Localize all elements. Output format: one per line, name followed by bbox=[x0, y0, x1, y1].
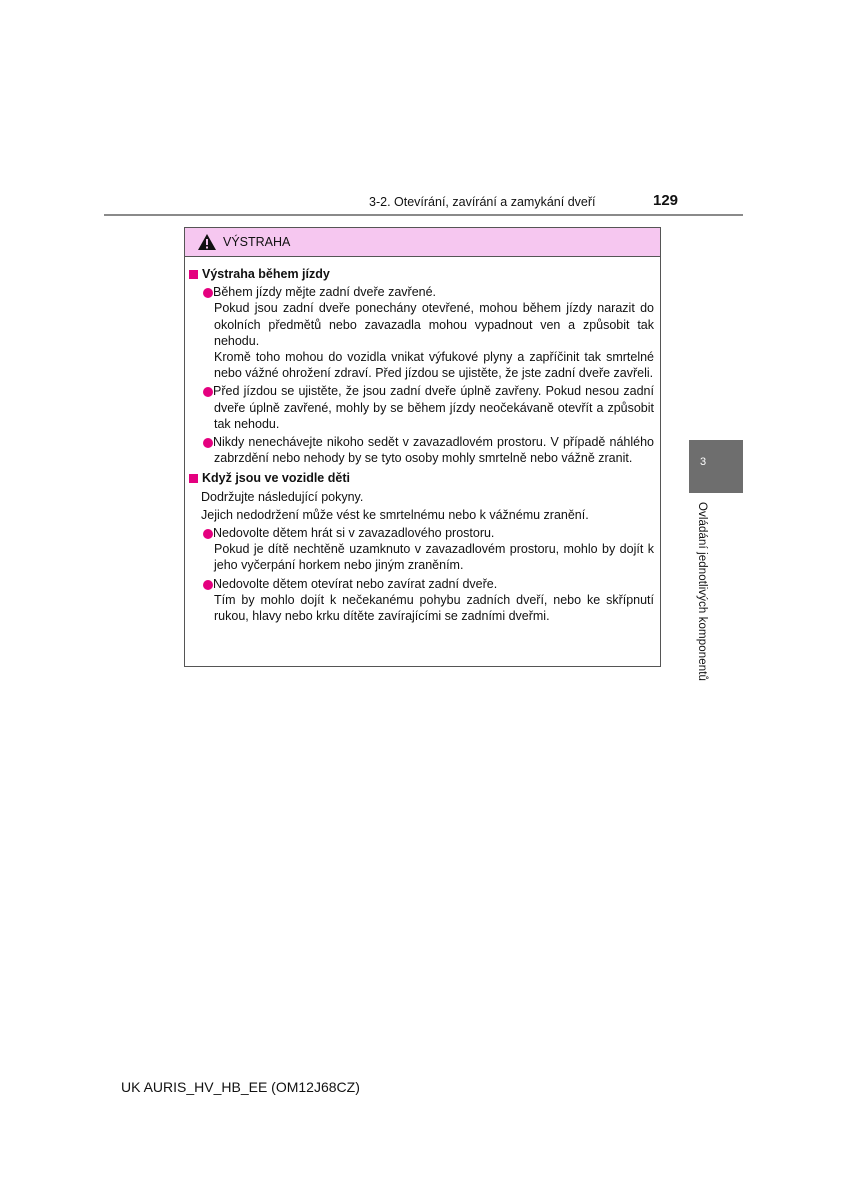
bullet-paragraph: Během jízdy mějte zadní dveře zavřené. bbox=[213, 285, 437, 300]
page-number: 129 bbox=[653, 192, 679, 209]
warning-title: VÝSTRAHA bbox=[223, 235, 291, 249]
section-title-text: Výstraha během jízdy bbox=[202, 267, 330, 281]
bullet-paragraph: Nedovolte dětem otevírat nebo zavírat zadní dveře. bbox=[213, 576, 498, 591]
section-heading: 3-2. Otevírání, zavírání a zamykání dveří bbox=[369, 195, 596, 209]
chapter-tab bbox=[689, 440, 743, 493]
warning-body bbox=[185, 257, 660, 624]
square-bullet-icon bbox=[189, 474, 198, 483]
bullet-paragraph: Před jízdou se ujistěte, že jsou zadní dveře úplně zavřeny. Pokud nesou zadní dveře úplně zavřené, mohly by se během jízdy neočekávaně otevřít a způsobit tak nehodu. bbox=[213, 384, 654, 431]
warning-box bbox=[184, 227, 661, 667]
header-divider bbox=[104, 214, 743, 216]
bullet-item bbox=[189, 284, 654, 381]
bullet-paragraph: Tím by mohlo dojít k nečekanému pohybu zadních dveří, nebo ke skřípnutí rukou, hlavy nebo krku dítěte zavírajícími se zadními dveřmi. bbox=[214, 592, 654, 624]
round-bullet-icon bbox=[203, 580, 213, 590]
square-bullet-icon bbox=[189, 270, 198, 279]
bullet-item bbox=[189, 576, 654, 625]
section-title bbox=[189, 266, 654, 282]
section-title bbox=[189, 470, 654, 486]
warning-triangle-icon bbox=[197, 233, 217, 251]
round-bullet-icon bbox=[203, 387, 213, 397]
bullet-item bbox=[189, 383, 654, 432]
section-intro-text: Dodržujte následující pokyny. bbox=[201, 489, 364, 504]
warning-header bbox=[185, 228, 660, 257]
footer-model-code: UK AURIS_HV_HB_EE (OM12J68CZ) bbox=[121, 1079, 360, 1095]
round-bullet-icon bbox=[203, 288, 213, 298]
bullet-paragraph: Pokud je dítě nechtěně uzamknuto v zavazadlovém prostoru, mohlo by dojít k jeho vyčerpání horkem nebo jiným zraněním. bbox=[214, 542, 654, 573]
bullet-item bbox=[189, 434, 654, 466]
bullet-paragraph: Nedovolte dětem hrát si v zavazadlového prostoru. bbox=[213, 526, 495, 541]
bullet-paragraph: Nikdy nenechávejte nikoho sedět v zavazadlovém prostoru. V případě náhlého zabrzdění nebo nehody by se tyto osoby mohly smrtelně nebo vážně zranit. bbox=[213, 435, 654, 466]
bullet-paragraph: Kromě toho mohou do vozidla vnikat výfukové plyny a zapříčinit tak smrtelné nebo vážné ohrožení zdraví. Před jízdou se ujistěte, že jste zadní dveře zavřeli. bbox=[214, 350, 654, 381]
section-title-text: Když jsou ve vozidle děti bbox=[202, 471, 350, 486]
bullet-item bbox=[189, 525, 654, 574]
chapter-number: 3 bbox=[700, 456, 707, 468]
chapter-label: Ovládání jednotlivých komponentů bbox=[696, 502, 708, 682]
section-intro-text: Jejich nedodržení může vést ke smrtelnému nebo k vážnému zranění. bbox=[201, 507, 589, 522]
round-bullet-icon bbox=[203, 529, 213, 539]
round-bullet-icon bbox=[203, 438, 213, 448]
bullet-paragraph: Pokud jsou zadní dveře ponechány otevřené, mohou během jízdy narazit do okolních předmětů nebo zavazadla mohou vypadnout ven a způsobit tak nehodu. bbox=[214, 301, 654, 348]
